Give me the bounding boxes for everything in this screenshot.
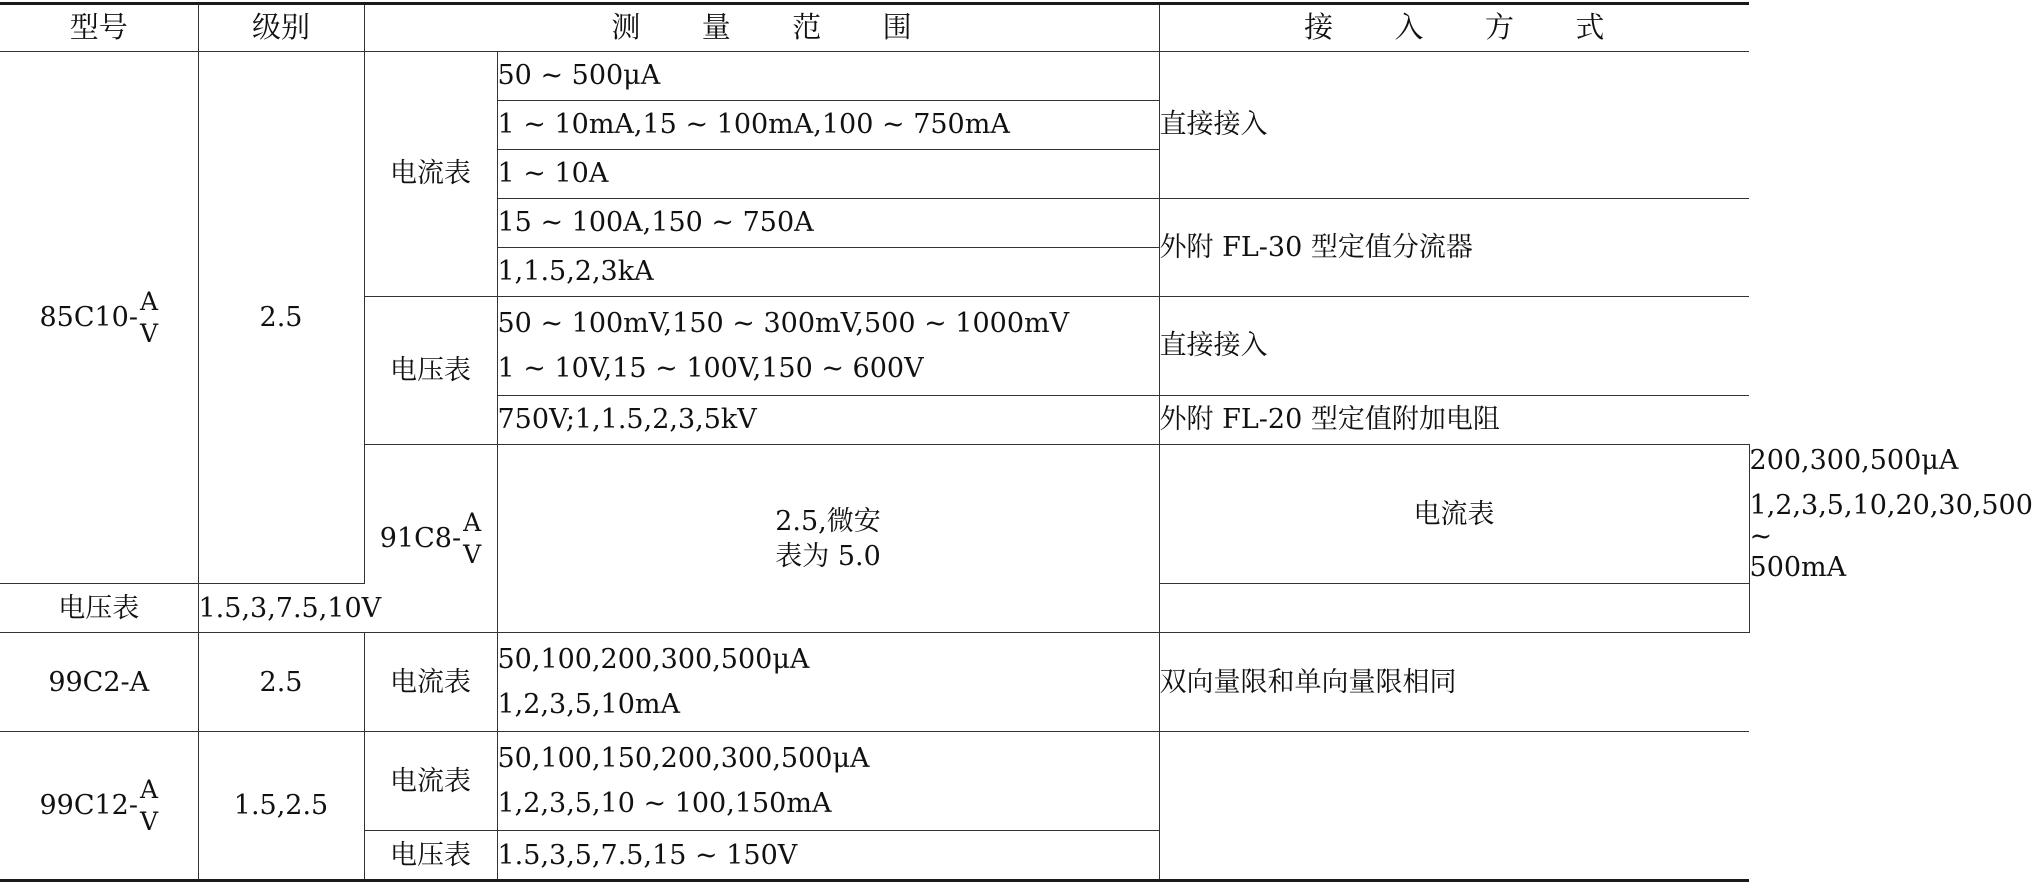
range-cell xyxy=(497,297,1159,396)
kind-ammeter-99c2: 电流表 xyxy=(364,633,497,732)
table-row xyxy=(0,633,1749,732)
level-cell-99c2: 2.5 xyxy=(198,633,364,732)
model-av-top: A xyxy=(463,508,482,538)
range-cell: 1.5,3,5,7.5,15 ~ 150V xyxy=(497,831,1159,881)
table-row xyxy=(0,52,1749,101)
range-cell: 1,1.5,2,3kA xyxy=(497,248,1159,297)
level-line-2: 表为 5.0 xyxy=(775,540,881,572)
range-cell: 1.5,3,7.5,10V xyxy=(198,584,364,633)
model-av-stack xyxy=(140,774,158,837)
level-cell-85c10: 2.5 xyxy=(198,52,364,584)
header-connection-text: 接 入 方 式 xyxy=(1304,10,1631,45)
model-cell-91c8 xyxy=(364,445,497,633)
model-label xyxy=(39,774,158,837)
kind-ammeter-91c8: 电流表 xyxy=(1159,445,1749,584)
range-cell: 1 ~ 10A xyxy=(497,150,1159,199)
header-connection xyxy=(1159,4,1749,52)
range-line: 1 ~ 10V,15 ~ 100V,150 ~ 600V xyxy=(497,353,924,384)
range-line: 50,100,200,300,500μA xyxy=(497,644,810,676)
level-line-1: 2.5,微安 xyxy=(775,505,881,537)
connection-cell: 双向量限和单向量限相同 xyxy=(1159,633,1749,732)
model-name: 91C8- xyxy=(379,523,462,555)
model-av-stack xyxy=(140,286,158,349)
model-av-top: A xyxy=(139,775,159,805)
header-model: 型号 xyxy=(0,4,198,52)
table-row: 91C8- A V 2.5,微安 表为 5.0 电流表 200,300,500μA 1,2,3,5,10,20,30,500 ~ 500mA xyxy=(0,445,1749,584)
level-cell-91c8 xyxy=(497,445,1159,633)
connection-cell-empty xyxy=(1159,732,1749,881)
range-line: 1,2,3,5,10 ~ 100,150mA xyxy=(497,788,832,820)
range-cell xyxy=(497,633,1159,732)
range-cell: 50 ~ 500μA xyxy=(497,52,1159,101)
range-line: 50,100,150,200,300,500μA xyxy=(497,743,870,775)
model-av-bottom: V xyxy=(463,539,482,569)
model-label xyxy=(39,286,158,349)
header-range-text: 测 量 范 围 xyxy=(611,10,938,45)
range-line: 50 ~ 100mV,150 ~ 300mV,500 ~ 1000mV xyxy=(497,307,1070,339)
table-row xyxy=(0,732,1749,831)
kind-voltmeter-99c12: 电压表 xyxy=(364,831,497,881)
header-level: 级别 xyxy=(198,4,364,52)
connection-cell: 外附 FL-30 型定值分流器 xyxy=(1159,199,1749,297)
range-cell: 750V;1,1.5,2,3,5kV xyxy=(497,396,1159,445)
model-av-top: A xyxy=(139,287,159,317)
kind-voltmeter-85c10: 电压表 xyxy=(364,297,497,445)
range-cell: 1 ~ 10mA,15 ~ 100mA,100 ~ 750mA xyxy=(497,101,1159,150)
model-av-bottom: V xyxy=(139,806,159,836)
kind-ammeter-85c10: 电流表 xyxy=(364,52,497,297)
range-cell xyxy=(497,732,1159,831)
level-lines xyxy=(775,504,881,574)
connection-cell: 直接接入 xyxy=(1159,297,1749,396)
instrument-spec-table xyxy=(0,2,2033,882)
kind-voltmeter-91c8: 电压表 xyxy=(0,584,198,633)
model-av-stack xyxy=(463,507,481,570)
connection-cell: 外附 FL-20 型定值附加电阻 xyxy=(1159,396,1749,445)
connection-cell: 直接接入 xyxy=(1159,52,1749,199)
kind-ammeter-99c12: 电流表 xyxy=(364,732,497,831)
header-range xyxy=(364,4,1159,52)
model-av-bottom: V xyxy=(139,318,159,348)
model-cell-99c2: 99C2-A xyxy=(0,633,198,732)
model-label xyxy=(380,507,481,570)
header-row xyxy=(0,4,1749,52)
model-name: 99C12- xyxy=(39,790,138,822)
range-line: 1,2,3,5,10mA xyxy=(497,689,681,721)
level-cell-99c12: 1.5,2.5 xyxy=(198,732,364,881)
model-name: 85C10- xyxy=(39,302,138,334)
model-cell-85c10 xyxy=(0,52,198,584)
range-cell: 15 ~ 100A,150 ~ 750A xyxy=(497,199,1159,248)
model-cell-99c12 xyxy=(0,732,198,881)
